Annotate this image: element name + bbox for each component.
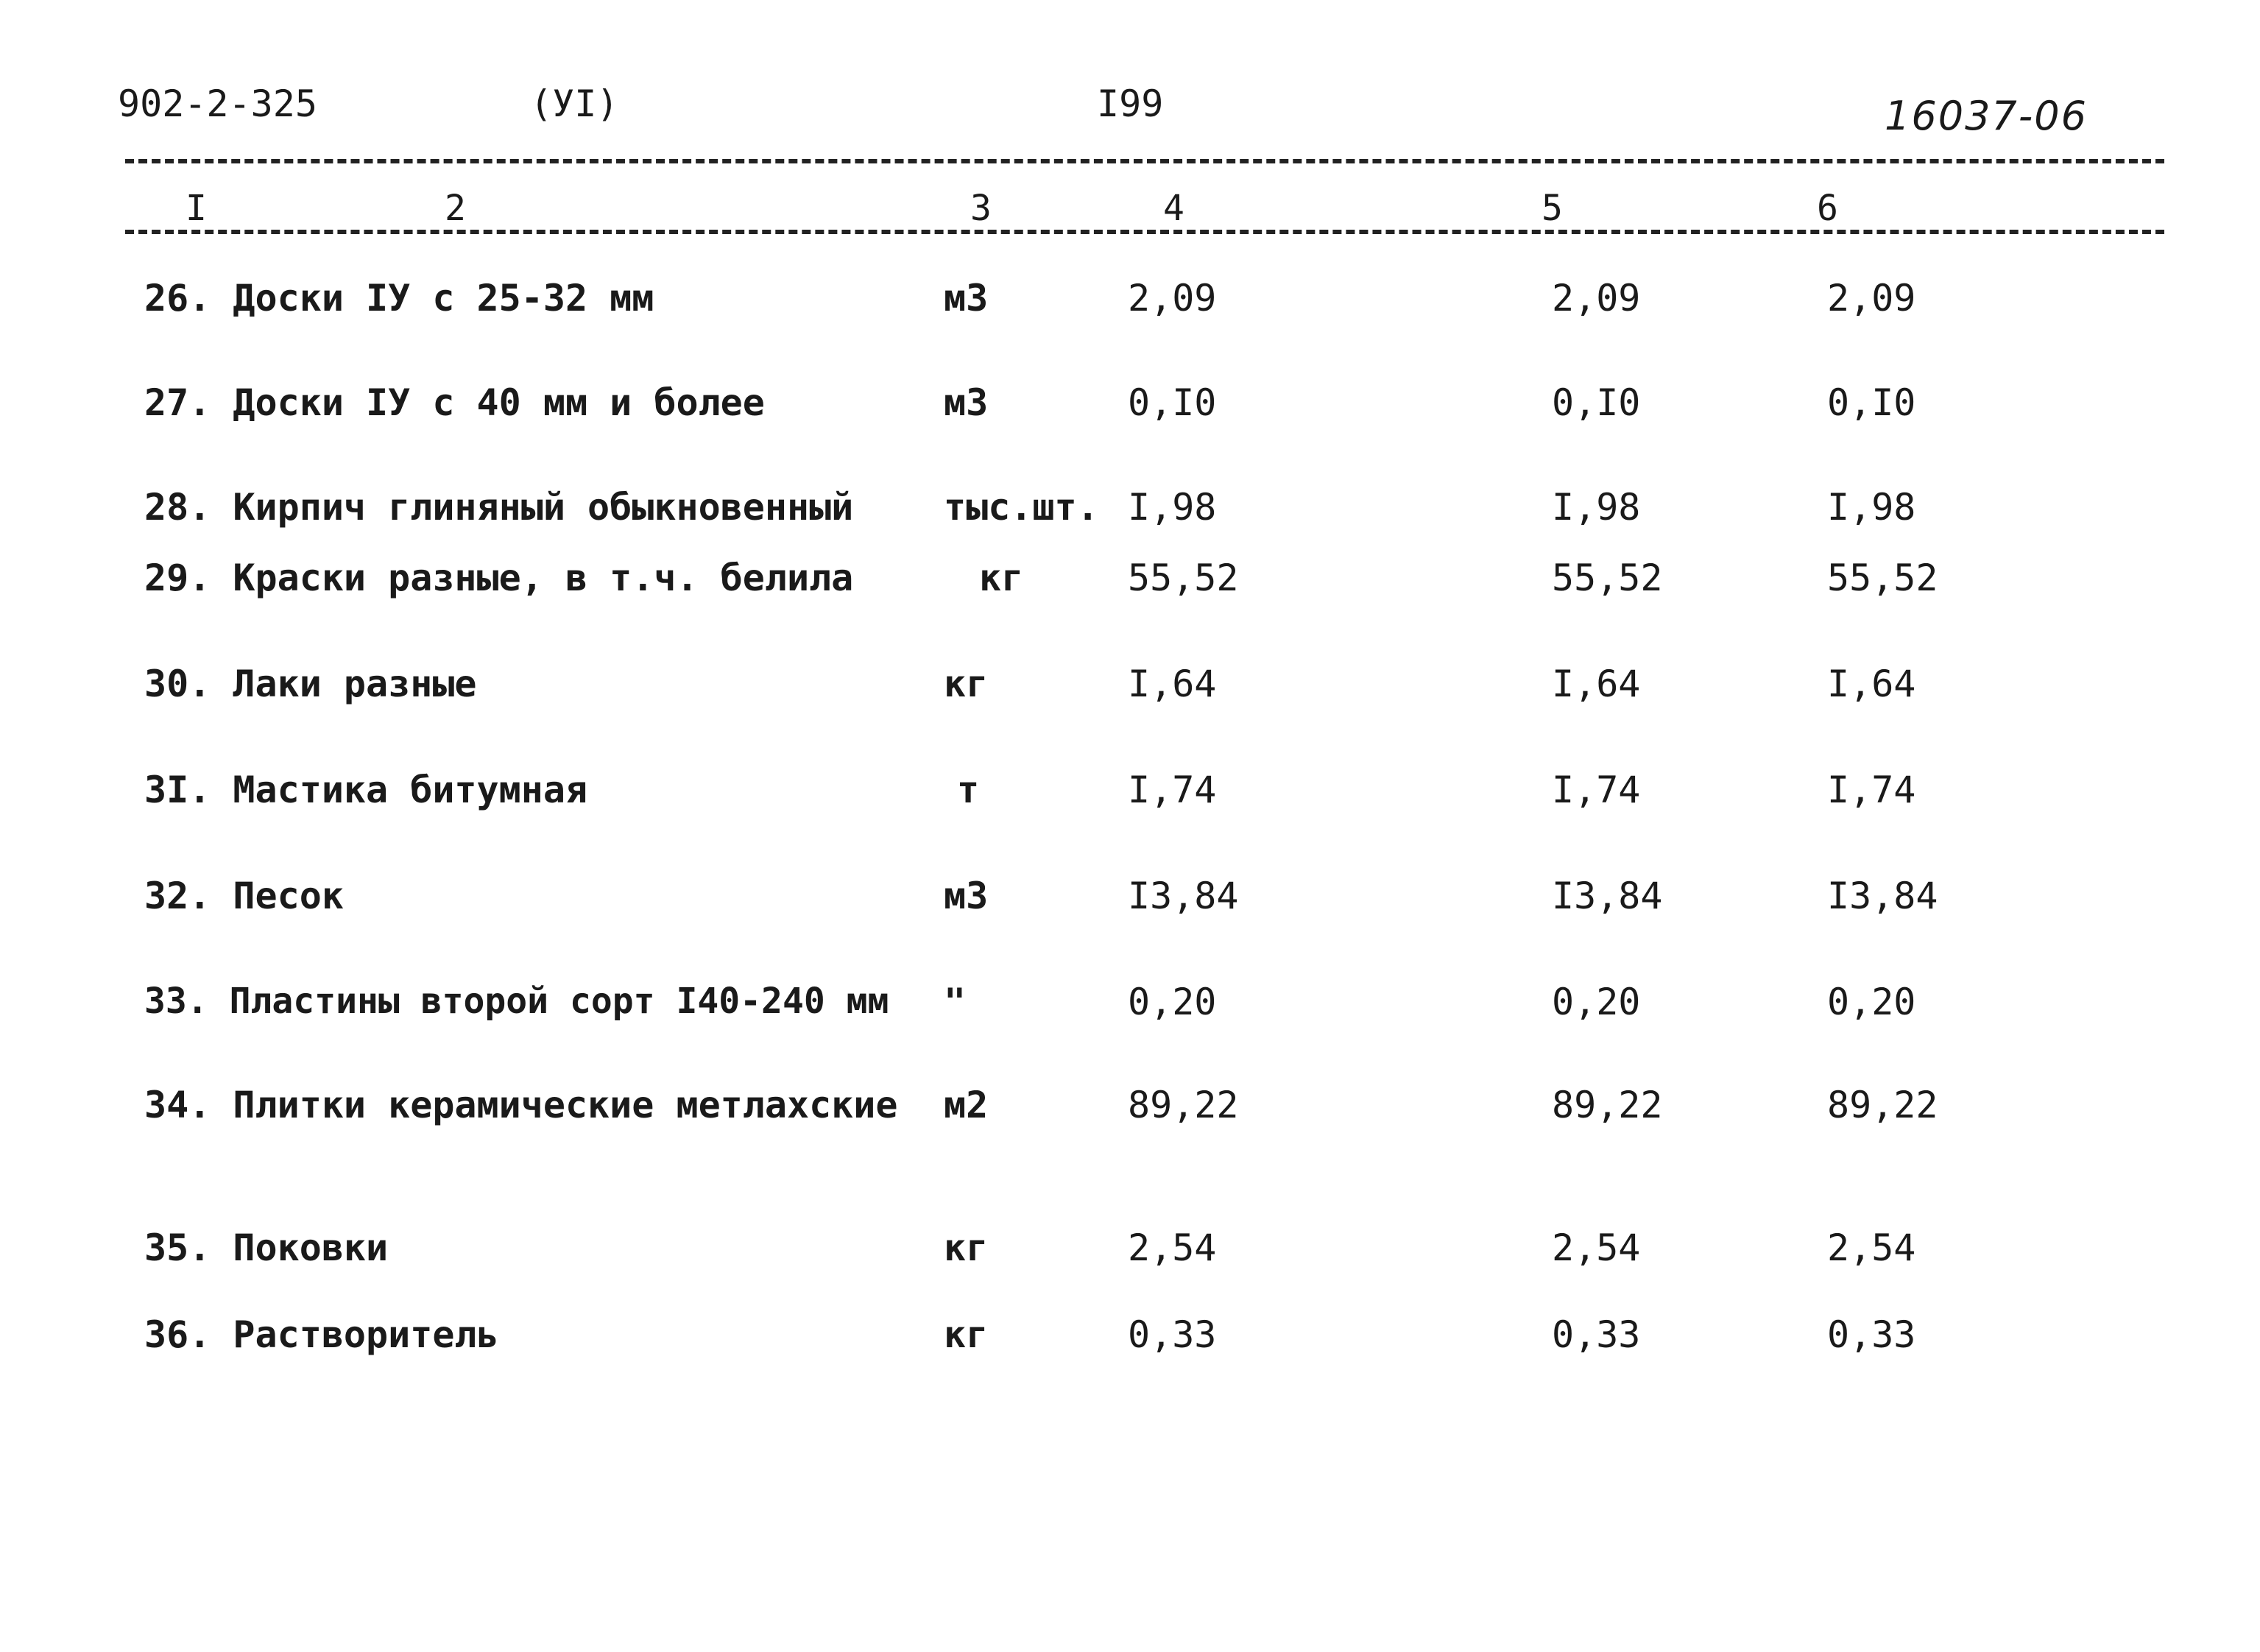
material-name: 33. Пластины второй сорт I40-240 мм bbox=[144, 981, 889, 1022]
unit-cell: кг bbox=[944, 1226, 989, 1269]
unit-cell: м3 bbox=[944, 277, 989, 320]
table-row bbox=[0, 1084, 2260, 1135]
value-col-4: 2,09 bbox=[1128, 277, 1217, 320]
column-number-3: 3 bbox=[970, 188, 992, 229]
material-name: 34. Плитки керамические метлахские bbox=[144, 1084, 898, 1126]
unit-cell: " bbox=[944, 981, 967, 1023]
material-name: 30. Лаки разные bbox=[144, 663, 477, 705]
value-col-4: 0,20 bbox=[1128, 981, 1217, 1023]
value-col-4: 0,33 bbox=[1128, 1313, 1217, 1356]
value-col-6: 55,52 bbox=[1827, 557, 1938, 599]
section-number: (УI) bbox=[530, 82, 619, 125]
value-col-4: 89,22 bbox=[1128, 1084, 1239, 1126]
material-name: 29. Краски разные, в т.ч. белила bbox=[144, 557, 854, 599]
value-col-5: 55,52 bbox=[1552, 557, 1663, 599]
value-col-4: I,98 bbox=[1128, 486, 1217, 529]
column-number-1: I bbox=[186, 188, 207, 229]
value-col-5: I,74 bbox=[1552, 769, 1641, 811]
value-col-5: 89,22 bbox=[1552, 1084, 1663, 1126]
unit-cell: кг bbox=[944, 1313, 989, 1356]
value-col-5: 2,09 bbox=[1552, 277, 1641, 320]
material-name: 32. Песок bbox=[144, 875, 344, 917]
unit-cell: м3 bbox=[944, 875, 989, 917]
value-col-6: 2,09 bbox=[1827, 277, 1916, 320]
table-row bbox=[0, 875, 2260, 926]
material-name: 28. Кирпич глиняный обыкновенный bbox=[144, 486, 854, 529]
value-col-6: I,74 bbox=[1827, 769, 1916, 811]
value-col-5: 0,33 bbox=[1552, 1313, 1641, 1356]
value-col-4: 0,I0 bbox=[1128, 381, 1217, 424]
column-number-4: 4 bbox=[1163, 188, 1184, 229]
material-name: 26. Доски IУ с 25-32 мм bbox=[144, 277, 654, 320]
value-col-6: I3,84 bbox=[1827, 875, 1938, 917]
value-col-4: I3,84 bbox=[1128, 875, 1239, 917]
value-col-6: I,98 bbox=[1827, 486, 1916, 529]
column-number-6: 6 bbox=[1817, 188, 1838, 229]
table-row bbox=[0, 557, 2260, 608]
column-number-5: 5 bbox=[1542, 188, 1563, 229]
material-name: 3I. Мастика битумная bbox=[144, 769, 588, 811]
value-col-5: 0,I0 bbox=[1552, 381, 1641, 424]
value-col-4: 2,54 bbox=[1128, 1226, 1217, 1269]
table-row bbox=[0, 381, 2260, 433]
material-name: 36. Растворитель bbox=[144, 1313, 499, 1356]
table-row bbox=[0, 769, 2260, 820]
unit-cell: м2 bbox=[944, 1084, 989, 1126]
material-name: 27. Доски IУ с 40 мм и более bbox=[144, 381, 765, 424]
value-col-5: 0,20 bbox=[1552, 981, 1641, 1023]
unit-cell: м3 bbox=[944, 381, 989, 424]
table-row bbox=[0, 1226, 2260, 1278]
unit-cell: тыс.шт. bbox=[944, 486, 1099, 529]
unit-cell: т bbox=[957, 769, 980, 811]
value-col-4: 55,52 bbox=[1128, 557, 1239, 599]
value-col-5: I3,84 bbox=[1552, 875, 1663, 917]
document-code: 902-2-325 bbox=[118, 82, 317, 125]
value-col-5: I,64 bbox=[1552, 663, 1641, 705]
value-col-4: I,64 bbox=[1128, 663, 1217, 705]
value-col-6: 2,54 bbox=[1827, 1226, 1916, 1269]
page-number: I99 bbox=[1097, 82, 1164, 125]
table-row bbox=[0, 486, 2260, 537]
unit-cell: кг bbox=[944, 663, 989, 705]
table-row bbox=[0, 1313, 2260, 1365]
column-number-2: 2 bbox=[445, 188, 466, 229]
value-col-6: 0,20 bbox=[1827, 981, 1916, 1023]
value-col-5: 2,54 bbox=[1552, 1226, 1641, 1269]
value-col-6: 0,I0 bbox=[1827, 381, 1916, 424]
table-row bbox=[0, 277, 2260, 328]
value-col-6: 89,22 bbox=[1827, 1084, 1938, 1126]
value-col-4: I,74 bbox=[1128, 769, 1217, 811]
value-col-6: I,64 bbox=[1827, 663, 1916, 705]
table-row bbox=[0, 981, 2260, 1032]
value-col-5: I,98 bbox=[1552, 486, 1641, 529]
material-name: 35. Поковки bbox=[144, 1226, 389, 1269]
archive-stamp: 16037-06 bbox=[1885, 93, 2088, 139]
top-dashed-rule bbox=[125, 159, 2164, 163]
table-row bbox=[0, 663, 2260, 714]
unit-cell: кг bbox=[979, 557, 1024, 599]
column-dashed-rule bbox=[125, 230, 2164, 234]
value-col-6: 0,33 bbox=[1827, 1313, 1916, 1356]
